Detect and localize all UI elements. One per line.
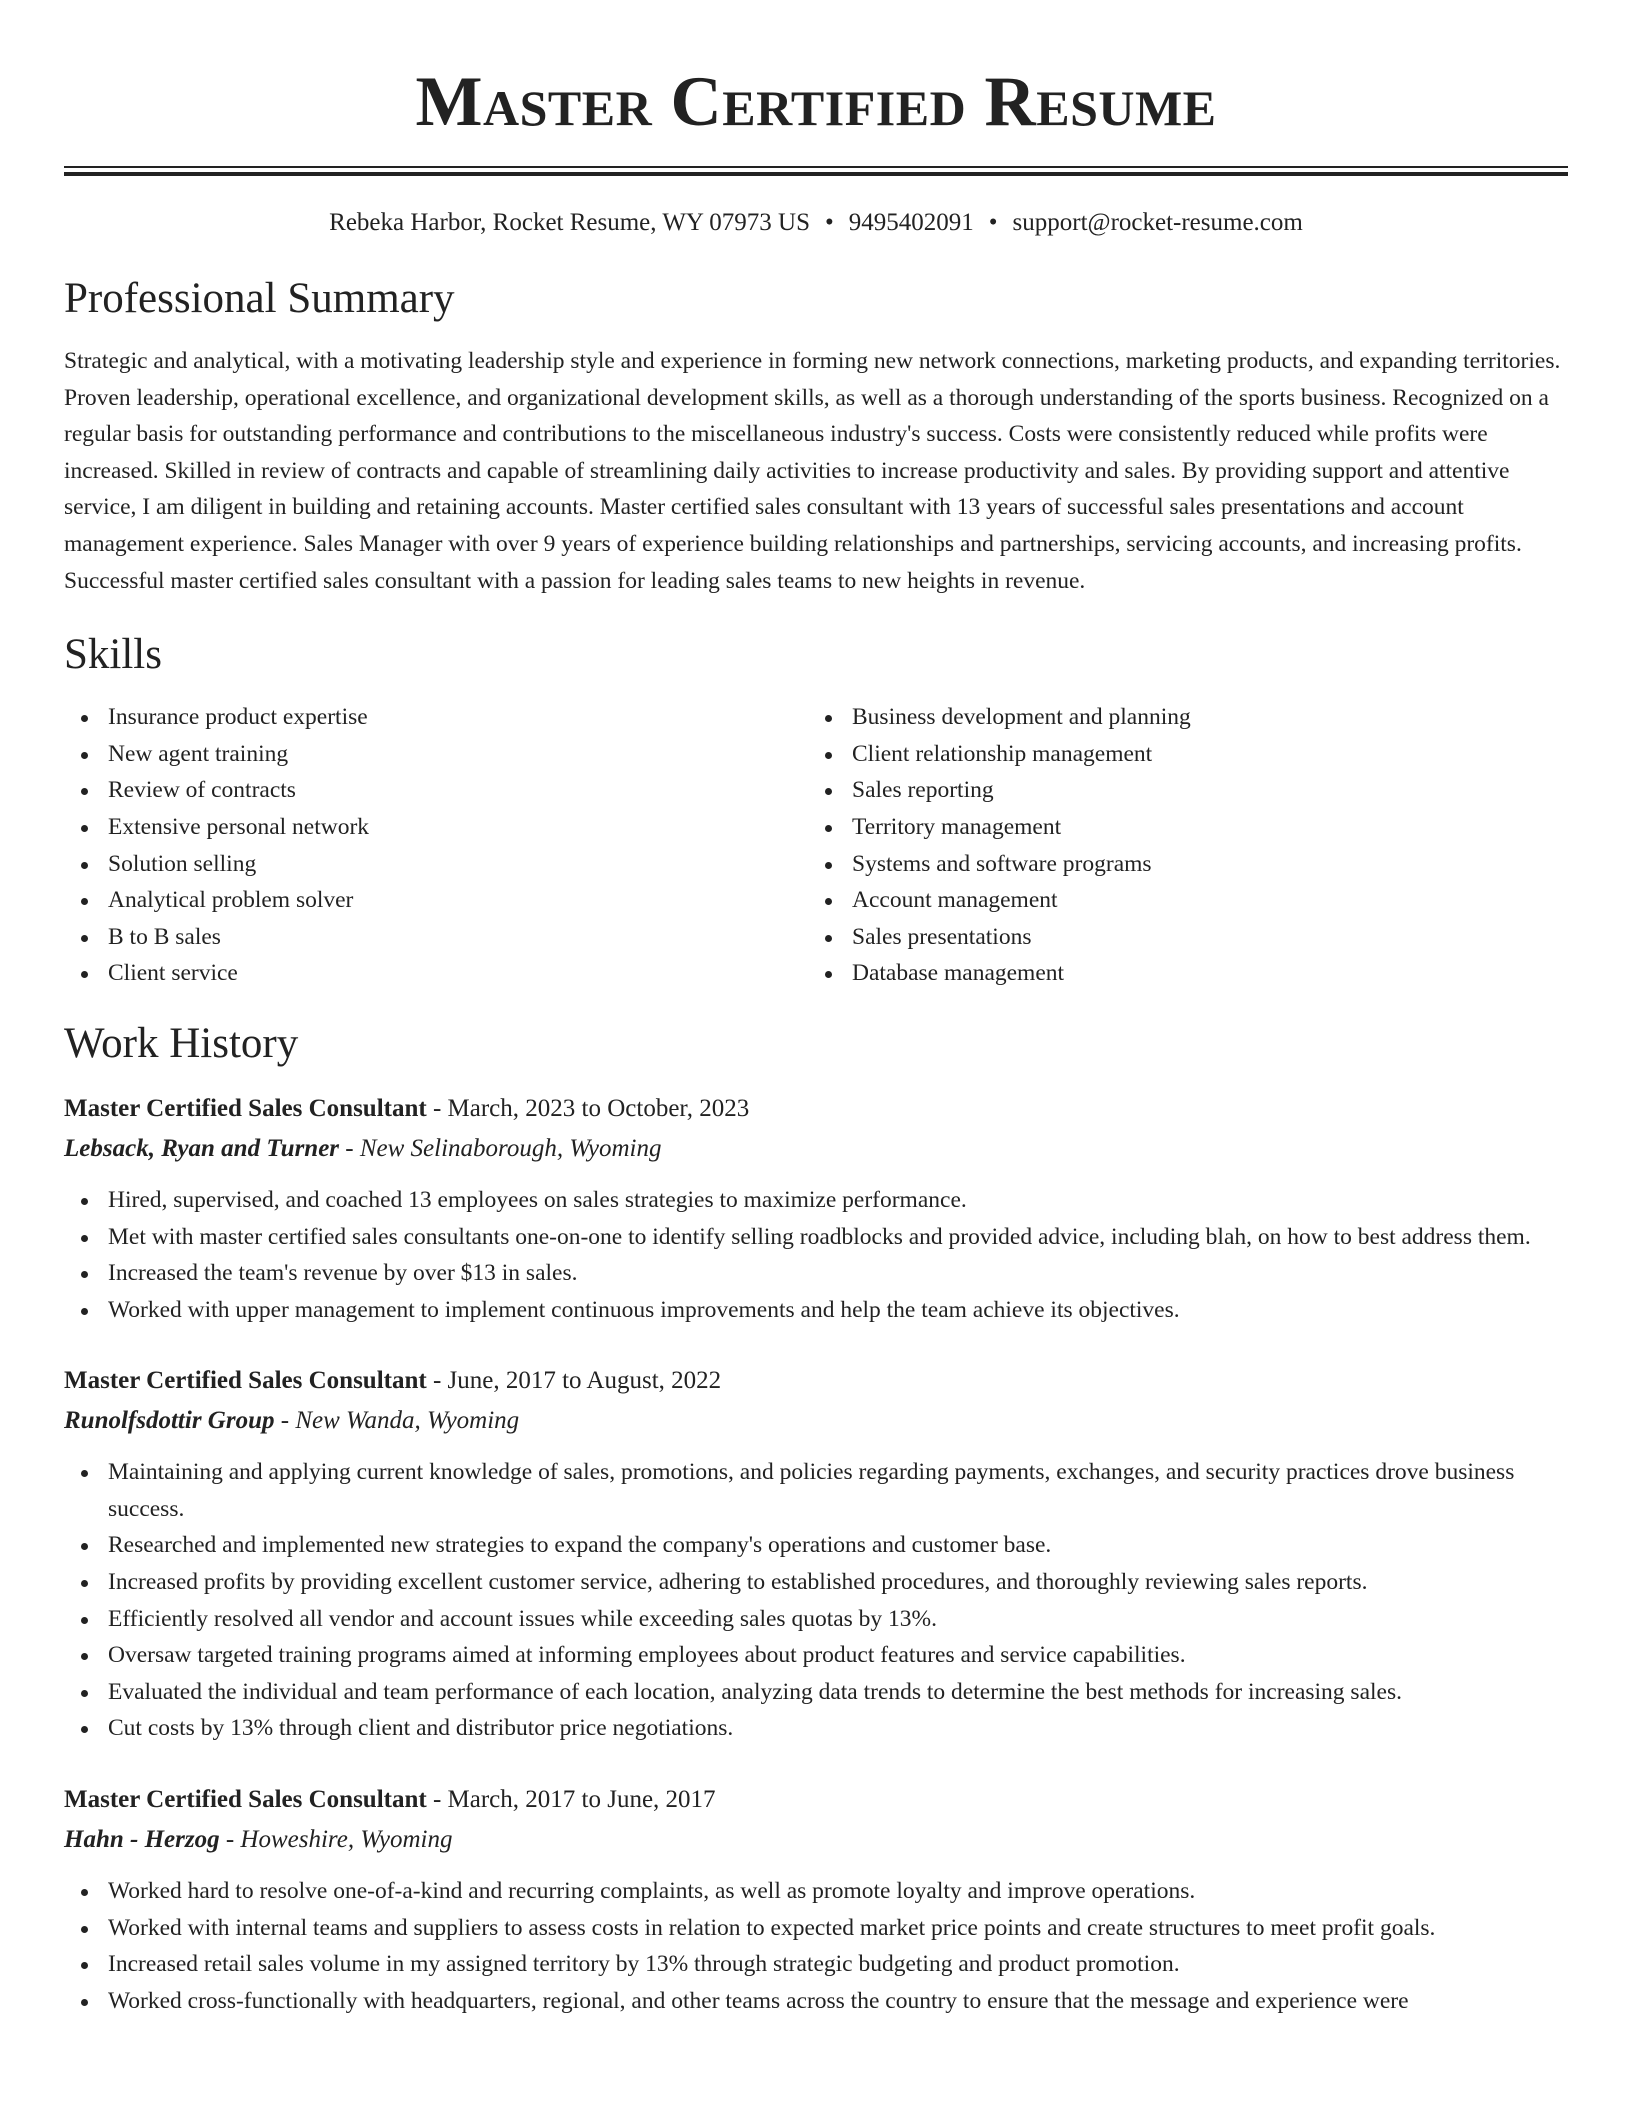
job-bullets — [64, 1873, 1568, 2019]
job-bullet: Worked with internal teams and suppliers to assess costs in relation to expected market price points and create structures to meet profit goals. — [108, 1910, 1568, 1947]
job-employer: Hahn - Herzog - Howeshire, Wyoming — [64, 1826, 453, 1854]
job-bullet: Researched and implemented new strategies to expand the company's operations and customer base. — [108, 1527, 1568, 1564]
job-employer: Lebsack, Ryan and Turner - New Selinaborough, Wyoming — [64, 1134, 662, 1162]
job-entry — [64, 1090, 1568, 1328]
skill-item: Business development and planning — [852, 699, 1552, 736]
work-history-heading: Work History — [64, 1019, 299, 1067]
contact-phone: 9495402091 — [848, 209, 974, 236]
summary-text: Strategic and analytical, with a motivating leadership style and experience in forming new network connections, marketing products, and expanding territories. Proven leadership, operational excellence, and organizational development skills, as well as a thorough understanding of the sports business. Recognized on a regular basis for outstanding performance and contributions to the miscellaneous industry's success. Costs were consistently reduced while profits were increased. Skilled in review of contracts and capable of streamlining daily activities to increase productivity and sales. By providing support and attentive service, I am diligent in building and retaining accounts. Master certified sales consultant with 13 years of successful sales presentations and account management experience. Sales Manager with over 9 years of experience building relationships and partnerships, servicing accounts, and increasing profits. Successful master certified sales consultant with a passion for leading sales teams to new heights in revenue. — [64, 348, 1561, 594]
job-bullet: Increased the team's revenue by over $13 in sales. — [108, 1255, 1568, 1292]
job-bullet: Cut costs by 13% through client and distributor price negotiations. — [108, 1710, 1568, 1747]
job-title: Master Certified Sales Consultant — [64, 1786, 427, 1814]
contact-address: Rebeka Harbor, Rocket Resume, WY 07973 US — [329, 209, 811, 236]
skill-item: Review of contracts — [108, 772, 808, 809]
job-dates: June, 2017 to August, 2022 — [447, 1367, 722, 1395]
job-entry — [64, 1781, 1568, 2019]
job-location: New Wanda, Wyoming — [295, 1407, 520, 1435]
job-bullet: Increased profits by providing excellent customer service, adhering to established procedures, and thoroughly reviewing sales reports. — [108, 1564, 1568, 1601]
job-employer: Runolfsdottir Group - New Wanda, Wyoming — [64, 1407, 520, 1435]
job-bullets — [64, 1454, 1568, 1747]
job-title: Master Certified Sales Consultant — [64, 1367, 427, 1395]
skill-item: Sales presentations — [852, 919, 1552, 956]
title-divider — [64, 166, 1568, 176]
summary-heading: Professional Summary — [64, 275, 455, 322]
skills-list-right — [808, 699, 1552, 992]
skill-item: Client service — [108, 955, 808, 992]
job-location: New Selinaborough, Wyoming — [359, 1134, 662, 1162]
skill-item: Extensive personal network — [108, 809, 808, 846]
skills-list-left — [64, 699, 808, 992]
skill-item: Sales reporting — [852, 772, 1552, 809]
company-name: Lebsack, Ryan and Turner — [64, 1134, 340, 1162]
job-header: Master Certified Sales Consultant - March, 2017 to June, 2017 — [64, 1786, 716, 1814]
job-dates: March, 2023 to October, 2023 — [447, 1094, 750, 1122]
job-location: Howeshire, Wyoming — [240, 1826, 453, 1854]
job-bullet: Oversaw targeted training programs aimed at informing employees about product features and service capabilities. — [108, 1637, 1568, 1674]
skill-item: B to B sales — [108, 919, 808, 956]
company-name: Hahn - Herzog — [64, 1826, 220, 1854]
contact-separator: • — [988, 209, 998, 236]
job-header: Master Certified Sales Consultant - March, 2023 to October, 2023 — [64, 1094, 750, 1122]
skill-item: Solution selling — [108, 846, 808, 883]
skill-item: New agent training — [108, 736, 808, 773]
contact-separator: • — [825, 209, 834, 236]
job-bullet: Met with master certified sales consultants one-on-one to identify selling roadblocks and provided advice, including blah, on how to best address them. — [108, 1219, 1568, 1256]
company-name: Runolfsdottir Group — [64, 1407, 275, 1435]
job-bullet: Maintaining and applying current knowledge of sales, promotions, and policies regarding payments, exchanges, and security practices drove business success. — [108, 1454, 1568, 1527]
job-bullet: Efficiently resolved all vendor and account issues while exceeding sales quotas by 13%. — [108, 1601, 1568, 1638]
skill-item: Analytical problem solver — [108, 882, 808, 919]
contact-email: support@rocket-resume.com — [1012, 209, 1303, 236]
job-title: Master Certified Sales Consultant — [64, 1094, 427, 1122]
resume-title: Master Certified Resume — [415, 63, 1217, 141]
job-dates: March, 2017 to June, 2017 — [447, 1786, 716, 1814]
skill-item: Systems and software programs — [852, 846, 1552, 883]
job-bullets — [64, 1182, 1568, 1328]
job-bullet: Worked cross-functionally with headquarters, regional, and other teams across the country to ensure that the message and experience were — [108, 1983, 1568, 2020]
skill-item: Insurance product expertise — [108, 699, 808, 736]
job-bullet: Evaluated the individual and team performance of each location, analyzing data trends to determine the best methods for increasing sales. — [108, 1674, 1568, 1711]
job-bullet: Worked with upper management to implement continuous improvements and help the team achieve its objectives. — [108, 1292, 1568, 1329]
contact-line — [64, 206, 1568, 240]
skills-heading: Skills — [64, 631, 162, 679]
job-header: Master Certified Sales Consultant - June, 2017 to August, 2022 — [64, 1367, 722, 1395]
job-bullet: Increased retail sales volume in my assigned territory by 13% through strategic budgeting and product promotion. — [108, 1946, 1568, 1983]
skill-item: Client relationship management — [852, 736, 1552, 773]
skills-grid — [64, 699, 1568, 992]
job-entry — [64, 1362, 1568, 1747]
skill-item: Database management — [852, 955, 1552, 992]
skill-item: Territory management — [852, 809, 1552, 846]
job-bullet: Worked hard to resolve one-of-a-kind and recurring complaints, as well as promote loyalty and improve operations. — [108, 1873, 1568, 1910]
job-bullet: Hired, supervised, and coached 13 employees on sales strategies to maximize performance. — [108, 1182, 1568, 1219]
skill-item: Account management — [852, 882, 1552, 919]
